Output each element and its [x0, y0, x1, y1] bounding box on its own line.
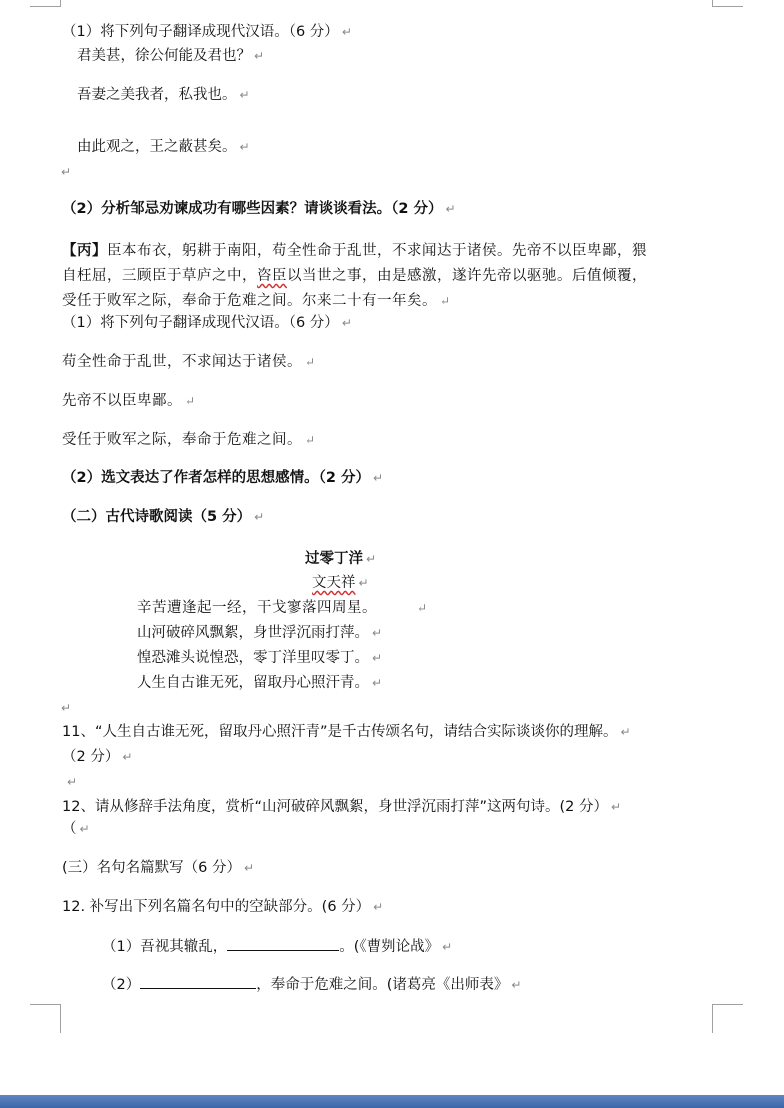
- paragraph-mark-icon: ↵: [511, 978, 522, 992]
- poem-line-2: 山河破碎风飘絮，身世浮沉雨打萍。 ↵: [137, 625, 383, 641]
- bing-passage-line-1: 【丙】臣本布衣，躬耕于南阳，苟全性命于乱世，不求闻达于诸侯。先帝不以臣卑鄙，猥: [62, 242, 647, 259]
- paragraph-mark-icon: ↵: [254, 510, 265, 524]
- poem-author: 文天祥 ↵: [312, 575, 369, 591]
- paragraph-mark-icon: ↵: [372, 471, 384, 485]
- empty-paragraph: [58, 698, 71, 718]
- q1-sentence-2: 吾妻之美我者，私我也。 ↵: [77, 87, 250, 103]
- crop-mark-bottom-left: [30, 1004, 61, 1033]
- bing-q1-sentence-3: 受任于败军之际，奉命于危难之间。 ↵: [62, 432, 316, 448]
- paragraph-mark-icon: ↵: [185, 394, 196, 408]
- poem-line-3: 惶恐滩头说惶恐，零丁洋里叹零丁。 ↵: [137, 650, 383, 666]
- bing-q2-instruction: （2）选文表达了作者怎样的思想感情。（2 分） ↵: [62, 470, 384, 486]
- q11-score: （2 分） ↵: [62, 749, 133, 765]
- paragraph-mark-icon: ↵: [442, 940, 453, 954]
- paragraph-mark-icon: ↵: [373, 900, 384, 914]
- q1-sentence-3: 由此观之，王之蔽甚矣。 ↵: [77, 139, 250, 155]
- bing-passage-line-3: 受任于败军之际，奉命于危难之间。尔来二十有一年矣。 ↵: [62, 293, 451, 309]
- paragraph-mark-icon: ↵: [254, 49, 265, 63]
- paragraph-mark-icon: ↵: [305, 355, 316, 369]
- crop-mark-top-left: [30, 0, 61, 7]
- window-bottom-bar: [0, 1095, 784, 1108]
- bing-q1-sentence-1: 苟全性命于乱世，不求闻达于诸侯。 ↵: [62, 354, 316, 370]
- crop-mark-top-right: [712, 0, 743, 7]
- paragraph-mark-icon: ↵: [372, 676, 383, 690]
- bing-q1-sentence-2: 先帝不以臣卑鄙。 ↵: [62, 393, 196, 409]
- paragraph-mark-icon: ↵: [244, 861, 255, 875]
- poem-line-4: 人生自古谁无死，留取丹心照汗青。 ↵: [137, 675, 383, 691]
- q12b-instruction: 12. 补写出下列名篇名句中的空缺部分。(6 分） ↵: [62, 899, 384, 915]
- answer-blank-2[interactable]: [140, 973, 256, 989]
- paragraph-mark-icon: ↵: [358, 576, 369, 590]
- poem-line-1: 辛苦遭逢起一经，干戈寥落四周星。 ↵: [137, 600, 428, 616]
- paragraph-mark-icon: ↵: [79, 822, 90, 836]
- q12-continuation: （ ↵: [62, 821, 90, 837]
- paragraph-mark-icon: ↵: [610, 800, 622, 814]
- spellcheck-underline: 咨臣: [257, 268, 287, 284]
- crop-mark-bottom-right: [712, 1004, 743, 1033]
- paragraph-mark-icon: ↵: [341, 316, 352, 330]
- q1-instruction: （1）将下列句子翻译成现代汉语。（6 分） ↵: [62, 24, 352, 40]
- paragraph-mark-icon: ↵: [122, 750, 133, 764]
- q11-text: 11、“人生自古谁无死，留取丹心照汗青”是千古传颂名句，请结合实际谈谈你的理解。 ↵: [62, 724, 631, 740]
- paragraph-mark-icon: ↵: [417, 601, 428, 615]
- bing-label: 【丙】: [62, 242, 107, 259]
- paragraph-mark-icon: ↵: [305, 433, 316, 447]
- bing-q1-instruction: （1）将下列句子翻译成现代汉语。（6 分） ↵: [62, 315, 352, 331]
- fill-in-2: （2） ，奉命于危难之间。(诸葛亮《出师表》 ↵: [102, 973, 521, 995]
- paragraph-mark-icon: ↵: [445, 202, 456, 216]
- paragraph-mark-icon: ↵: [61, 165, 72, 179]
- paragraph-mark-icon: ↵: [61, 701, 72, 715]
- paragraph-mark-icon: ↵: [366, 552, 377, 566]
- section-3-heading: (三）名句名篇默写（6 分） ↵: [62, 860, 255, 876]
- empty-paragraph: [64, 772, 77, 792]
- empty-paragraph: [58, 162, 71, 182]
- paragraph-mark-icon: ↵: [67, 775, 78, 789]
- paragraph-mark-icon: ↵: [239, 88, 250, 102]
- q2-instruction: （2）分析邹忌劝谏成功有哪些因素？请谈谈看法。（2 分） ↵: [62, 201, 456, 217]
- bing-passage-line-2: 自枉屈，三顾臣于草庐之中，咨臣以当世之事，由是感激，遂许先帝以驱驰。后值倾覆，: [62, 268, 647, 284]
- answer-blank-1[interactable]: [227, 935, 339, 951]
- paragraph-mark-icon: ↵: [341, 25, 352, 39]
- paragraph-mark-icon: ↵: [440, 294, 451, 308]
- paragraph-mark-icon: ↵: [372, 626, 383, 640]
- paragraph-mark-icon: ↵: [239, 140, 250, 154]
- poem-title: 过零丁洋 ↵: [305, 551, 377, 567]
- paragraph-mark-icon: ↵: [372, 651, 383, 665]
- section-2-heading: （二）古代诗歌阅读（5 分） ↵: [62, 509, 265, 525]
- fill-in-1: （1）吾视其辙乱， 。(《曹刿论战》 ↵: [102, 935, 452, 957]
- q12-text: 12、请从修辞手法角度，赏析“山河破碎风飘絮，身世浮沉雨打萍”这两句诗。(2 分） ↵: [62, 799, 622, 815]
- q1-sentence-1: 君美甚，徐公何能及君也？ ↵: [77, 48, 265, 64]
- paragraph-mark-icon: ↵: [620, 725, 631, 739]
